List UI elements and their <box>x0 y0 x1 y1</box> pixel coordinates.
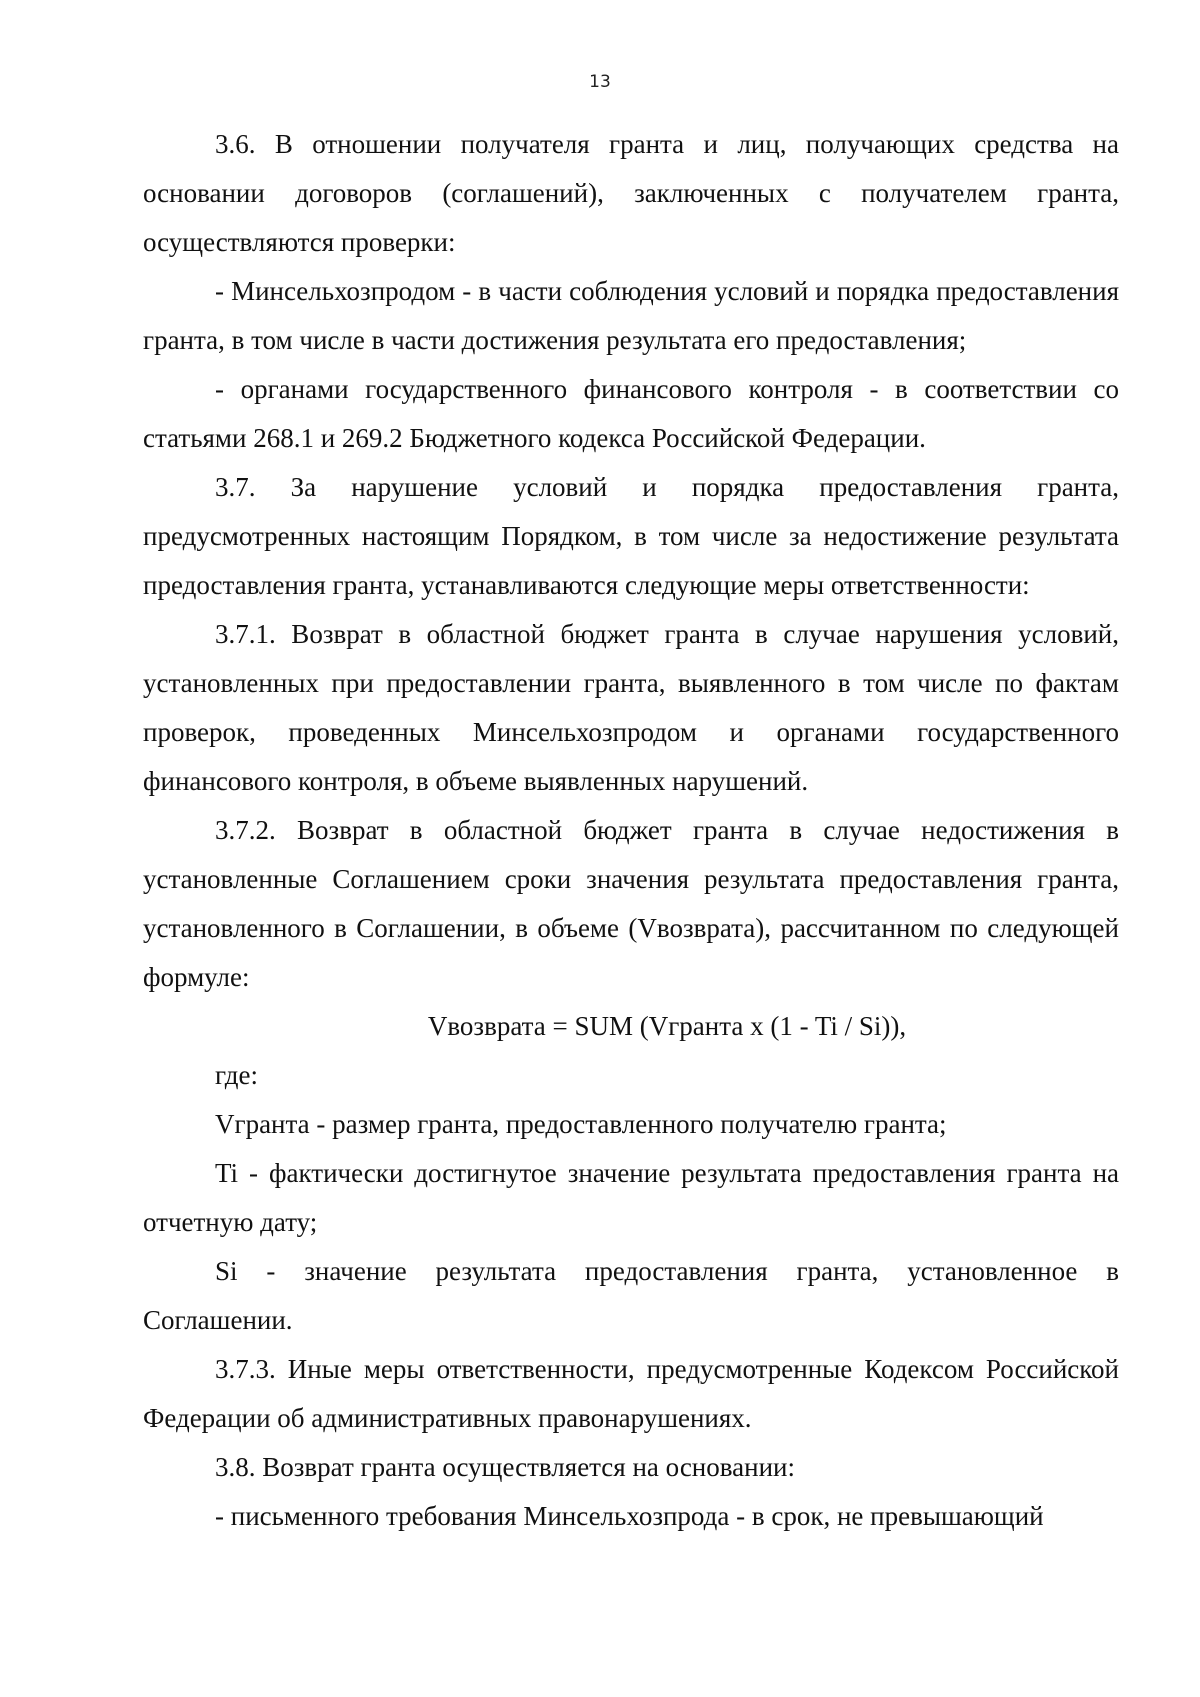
paragraph-3-8: 3.8. Возврат гранта осуществляется на основании: <box>215 1452 795 1482</box>
paragraph-3-7: 3.7. За нарушение условий и порядка предоставления гранта, предусмотренных настоящим Порядком, в том числе за недостижение результата предоставления гранта, устанавливаются следующие меры ответственности: <box>143 472 1119 600</box>
document-body <box>143 120 1119 1541</box>
where-label: где: <box>215 1060 258 1090</box>
page-number: 13 <box>589 72 611 92</box>
paragraph-3-7-2: 3.7.2. Возврат в областной бюджет гранта в случае недостижения в установленные Соглашением сроки значения результата предоставления гранта, установленного в Соглашении, в объеме (Vвозврата), рассчитанном по следующей формуле: <box>143 815 1119 992</box>
paragraph-inspection-financial-control: - органами государственного финансового контроля - в соответствии со статьями 268.1 и 269.2 Бюджетного кодекса Российской Федерации. <box>143 374 1119 453</box>
definition-ti: Ti - фактически достигнутое значение результата предоставления гранта на отчетную дату; <box>143 1158 1119 1237</box>
paragraph-inspection-ministry: - Минсельхозпродом - в части соблюдения условий и порядка предоставления гранта, в том числе в части достижения результата его предоставления; <box>143 276 1119 355</box>
paragraph-3-7-1: 3.7.1. Возврат в областной бюджет гранта в случае нарушения условий, установленных при предоставлении гранта, выявленного в том числе по фактам проверок, проведенных Минсельхозпродом и органами государственного финансового контроля, в объеме выявленных нарушений. <box>143 619 1119 796</box>
paragraph-3-6: 3.6. В отношении получателя гранта и лиц, получающих средства на основании договоров (соглашений), заключенных с получателем гранта, осуществляются проверки: <box>143 129 1119 257</box>
paragraph-written-demand: - письменного требования Минсельхозпрода - в срок, не превышающий <box>215 1501 1044 1531</box>
definition-si: Si - значение результата предоставления гранта, установленное в Соглашении. <box>143 1256 1119 1335</box>
return-formula: Vвозврата = SUM (Vгранта x (1 - Ti / Si)), <box>427 1011 907 1041</box>
definition-v-grant: Vгранта - размер гранта, предоставленного получателю гранта; <box>215 1109 947 1139</box>
paragraph-3-7-3: 3.7.3. Иные меры ответственности, предусмотренные Кодексом Российской Федерации об административных правонарушениях. <box>143 1354 1119 1433</box>
